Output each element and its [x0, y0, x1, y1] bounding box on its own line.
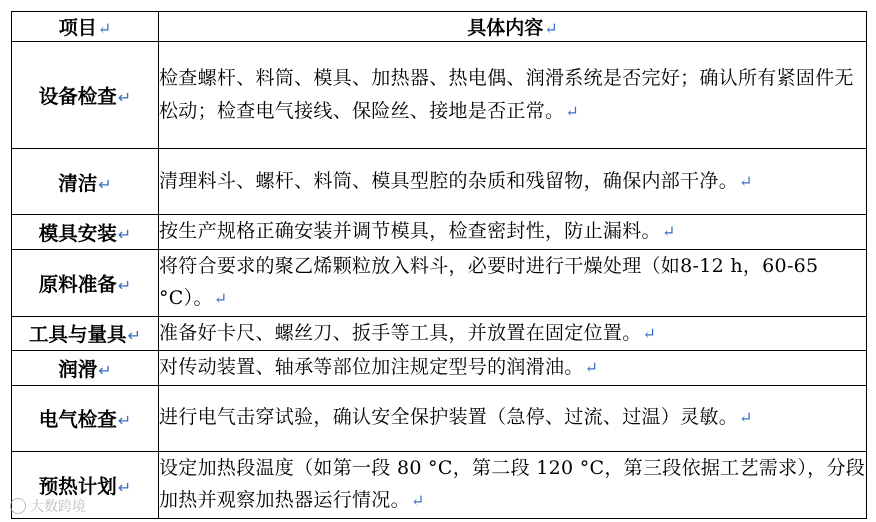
item-label: 预热计划: [38, 474, 117, 498]
item-label: 模具安装: [38, 221, 117, 245]
item-label: 润滑: [58, 357, 98, 381]
watermark: [10, 496, 86, 516]
return-mark-icon: ↵: [117, 224, 132, 244]
content-cell: [159, 316, 867, 351]
table-row: [12, 351, 867, 386]
table-row: [12, 451, 867, 518]
table-row: [12, 316, 867, 351]
return-mark-icon: ↵: [117, 411, 132, 430]
content-text: 对传动装置、轴承等部位加注规定型号的润滑油。: [159, 356, 584, 378]
return-mark-icon: ↵: [98, 360, 112, 380]
item-label: 电气检查: [38, 408, 117, 431]
return-mark-icon: ↵: [739, 171, 753, 191]
return-mark-icon: ↵: [584, 358, 599, 377]
header-cell-content: [159, 12, 867, 42]
content-text: 检查螺杆、料筒、模具、加热器、热电偶、润滑系统是否完好；确认所有紧固件无松动；检查电气接线、保险丝、接地是否正常。: [159, 67, 854, 122]
table-header-row: [12, 12, 867, 42]
content-cell: [159, 249, 867, 316]
return-mark-icon: ↵: [97, 19, 112, 38]
return-mark-icon: ↵: [117, 477, 132, 497]
item-label: 清洁: [58, 171, 98, 195]
header-cell-item: [12, 12, 159, 42]
content-text: 设定加热段温度（如第一段 80 °C，第二段 120 °C，第三段依据工艺需求），分段加热并观察加热器运行情况。: [159, 456, 866, 511]
item-cell: [12, 385, 159, 451]
table-row: [12, 42, 867, 149]
header-content-label: 具体内容: [467, 17, 544, 39]
table-row: [12, 249, 867, 316]
watermark-logo-icon: [10, 498, 26, 514]
content-cell: [159, 385, 867, 451]
item-cell: [12, 249, 159, 316]
content-cell: [159, 351, 867, 386]
content-cell: [159, 42, 867, 149]
return-mark-icon: ↵: [565, 101, 580, 121]
table-row: [12, 215, 867, 250]
item-label: 设备检查: [38, 85, 117, 108]
content-text: 将符合要求的聚乙烯颗粒放入料斗，必要时进行干燥处理（如8-12 h，60-65 °C）。: [159, 254, 819, 309]
return-mark-icon: ↵: [642, 323, 657, 343]
content-cell: [159, 215, 867, 250]
content-cell: [159, 149, 867, 215]
watermark-text: 大数跨境: [30, 499, 86, 515]
content-cell: [159, 451, 867, 518]
header-item-label: 项目: [58, 17, 97, 39]
return-mark-icon: ↵: [661, 222, 676, 241]
content-text: 进行电气击穿试验，确认安全保护装置（急停、过流、过温）灵敏。: [159, 406, 739, 429]
item-cell: [12, 215, 159, 250]
item-label: 原料准备: [38, 272, 117, 296]
return-mark-icon: ↵: [213, 289, 228, 308]
item-label: 工具与量具: [29, 323, 127, 347]
item-cell: [12, 149, 159, 215]
item-cell: [12, 42, 159, 149]
return-mark-icon: ↵: [739, 408, 753, 428]
content-text: 准备好卡尺、螺丝刀、扳手等工具，并放置在固定位置。: [159, 321, 642, 344]
content-text: 清理料斗、螺杆、料筒、模具型腔的杂质和残留物，确保内部干净。: [159, 169, 739, 192]
table-row: [12, 385, 867, 451]
item-cell: [12, 351, 159, 386]
return-mark-icon: ↵: [117, 88, 132, 107]
content-table: [11, 11, 867, 519]
return-mark-icon: ↵: [117, 275, 132, 295]
table-row: [12, 149, 867, 215]
return-mark-icon: ↵: [410, 491, 425, 510]
item-cell: [12, 316, 159, 351]
content-text: 按生产规格正确安装并调节模具，检查密封性，防止漏料。: [159, 220, 661, 242]
return-mark-icon: ↵: [127, 326, 141, 346]
return-mark-icon: ↵: [98, 174, 112, 194]
return-mark-icon: ↵: [544, 19, 558, 38]
